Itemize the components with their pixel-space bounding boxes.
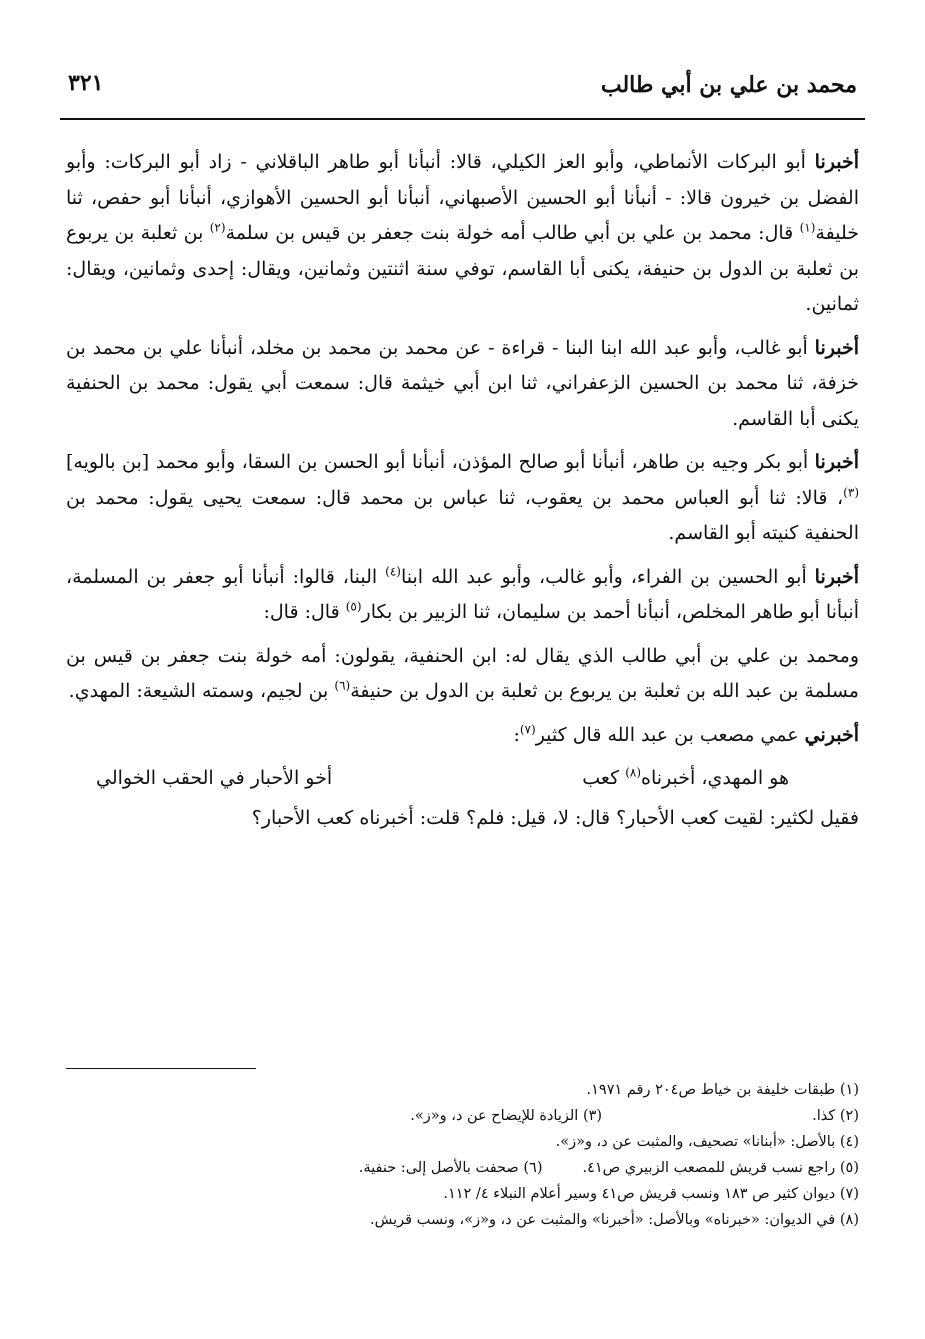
footnote-number: (٧) <box>839 1186 859 1202</box>
paragraph-1 <box>66 145 859 323</box>
main-text <box>66 145 859 836</box>
closing-line: فقيل لكثير: لقيت كعب الأحبار؟ قال: لا، قيل: فلم؟ قلت: أخبرناه كعب الأحبار؟ <box>251 806 859 829</box>
paragraph-lead: أخبرني <box>804 723 859 746</box>
footnote-ref: (٥) <box>345 599 362 614</box>
footnote-7 <box>66 1181 859 1207</box>
footnote-number: (٤) <box>839 1134 859 1150</box>
page-header <box>60 64 865 110</box>
paragraph-text: ومحمد بن علي بن أبي طالب الذي يقال له: ابن الحنفية، يقولون: أمه خولة بنت جعفر بن قيس بن مسلمة بن عبد الله بن ثعلبة بن يربوع بن ثعلبة بن الدول بن حنيفة <box>66 644 859 702</box>
paragraph-text: البنا، قالوا: أنبأنا أبو جعفر بن المسلمة، أنبأنا أبو طاهر المخلص، أنبأنا أحمد بن سليمان، ثنا الزبير بن بكار <box>66 565 859 623</box>
paragraph-lead: أخبرنا <box>814 336 859 359</box>
footnote-8 <box>66 1207 859 1233</box>
footnote-4 <box>66 1129 859 1155</box>
paragraph-5 <box>66 639 859 710</box>
footnote-text: بالأصل: «أبنانا» تصحيف، والمثبت عن د، و«ز». <box>555 1134 836 1150</box>
paragraph-3 <box>66 445 859 552</box>
footnote-text: صحفت بالأصل إلى: حنفية. <box>358 1160 519 1176</box>
footnote-1 <box>66 1077 859 1103</box>
verse-text: كعب <box>582 767 626 789</box>
footnotes <box>66 1077 859 1233</box>
running-title: محمد بن علي بن أبي طالب <box>600 72 857 98</box>
footnote-rule <box>66 1068 256 1069</box>
verse-first-hemistich <box>582 761 789 797</box>
footnote-ref: (١) <box>799 220 816 235</box>
footnote-ref: (٤) <box>385 564 401 579</box>
paragraph-6 <box>66 718 859 754</box>
footnote-ref: (٧) <box>519 722 536 737</box>
footnote-text: في الديوان: «خبرناه» وبالأصل: «أخبرنا» والمثبت عن د، و«ز»، ونسب قريش. <box>370 1212 836 1228</box>
footnote-text: الزيادة للإيضاح عن د، و«ز». <box>410 1108 579 1124</box>
footnote-ref: (٦) <box>334 678 351 693</box>
verse-second-hemistich: أخو الأحبار في الحقب الخوالي <box>96 767 333 789</box>
page-number: ٣٢١ <box>68 70 104 96</box>
paragraph-2 <box>66 331 859 438</box>
paragraph-text: بن لجيم، وسمته الشيعة: المهدي. <box>68 680 335 702</box>
paragraph-text: أبو الحسين بن الفراء، وأبو غالب، وأبو عبد الله ابنا <box>400 565 815 588</box>
paragraph-text: : <box>513 723 520 746</box>
footnote-ref: (٨) <box>625 765 642 780</box>
paragraph-4 <box>66 560 859 631</box>
header-rule <box>60 118 865 120</box>
footnote-number: (٦) <box>523 1160 543 1176</box>
footnote-text: كذا. <box>812 1108 836 1124</box>
footnote-number: (٢) <box>839 1108 859 1124</box>
paragraph-lead: أخبرنا <box>814 565 859 588</box>
paragraph-lead: أخبرنا <box>814 151 859 173</box>
footnote-ref: (٣) <box>843 485 859 500</box>
poetry-verse <box>66 761 859 797</box>
paragraph-text: بن ثعلبة بن يربوع بن ثعلبة بن الدول بن حنيفة، يكنى أبا القاسم، توفي سنة اثنتين وثمانين، ويقال: إحدى وثمانين، ويقال: ثمانين. <box>66 222 859 315</box>
footnote-number: (٣) <box>582 1108 603 1124</box>
footnote-number: (٨) <box>839 1212 859 1228</box>
footnote-ref: (٢) <box>209 220 226 235</box>
footnote-5-6 <box>66 1155 859 1181</box>
footnote-number: (١) <box>839 1082 859 1098</box>
footnote-number: (٥) <box>839 1160 859 1176</box>
footnote-text: ديوان كثير ص ١٨٣ ونسب قريش ص٤١ وسير أعلام النبلاء ٤/ ١١٢. <box>443 1186 836 1202</box>
paragraph-text: ، قالا: ثنا أبو العباس محمد بن يعقوب، ثنا عباس بن محمد قال: سمعت يحيى يقول: محمد بن الحنفية كنيته أبو القاسم. <box>66 486 859 544</box>
verse-text: هو المهدي، أخبرناه <box>641 767 789 789</box>
paragraph-text: قال: قال: <box>263 601 346 623</box>
paragraph-text: أبو البركات الأنماطي، وأبو العز الكيلي، قالا: أنبأنا أبو طاهر الباقلاني - زاد أبو البركات: وأبو الفضل بن خيرون قالا: - أنبأنا أبو الحسين الأصبهاني، أنبأنا أبو الحسين الأهوازي، أنبأنا أبو حفص، ثنا خليفة <box>66 151 859 244</box>
footnote-2-3 <box>66 1103 859 1129</box>
paragraph-text: أبو بكر وجيه بن طاهر، أنبأنا أبو صالح المؤذن، أنبأنا أبو الحسن بن السقا، وأبو محمد [بن بالويه] <box>66 451 815 473</box>
paragraph-text: عمي مصعب بن عبد الله قال كثير <box>535 723 805 746</box>
paragraph-text: قال: محمد بن علي بن أبي طالب أمه خولة بنت جعفر بن قيس بن سلمة <box>225 222 800 244</box>
paragraph-text: أبو غالب، وأبو عبد الله ابنا البنا - قراءة - عن محمد بن محمد بن مخلد، أنبأنا علي بن محمد بن خزفة، ثنا محمد بن الحسين الزعفراني، ثنا ابن أبي خيثمة قال: سمعت أبي يقول: محمد بن الحنفية يكنى أبا القاسم. <box>66 336 859 430</box>
footnote-text: طبقات خليفة بن خياط ص٢٠٤ رقم ١٩٧١. <box>586 1082 836 1098</box>
footnote-text: راجع نسب قريش للمصعب الزبيري ص٤١. <box>582 1160 836 1176</box>
paragraph-lead: أخبرنا <box>814 451 859 473</box>
